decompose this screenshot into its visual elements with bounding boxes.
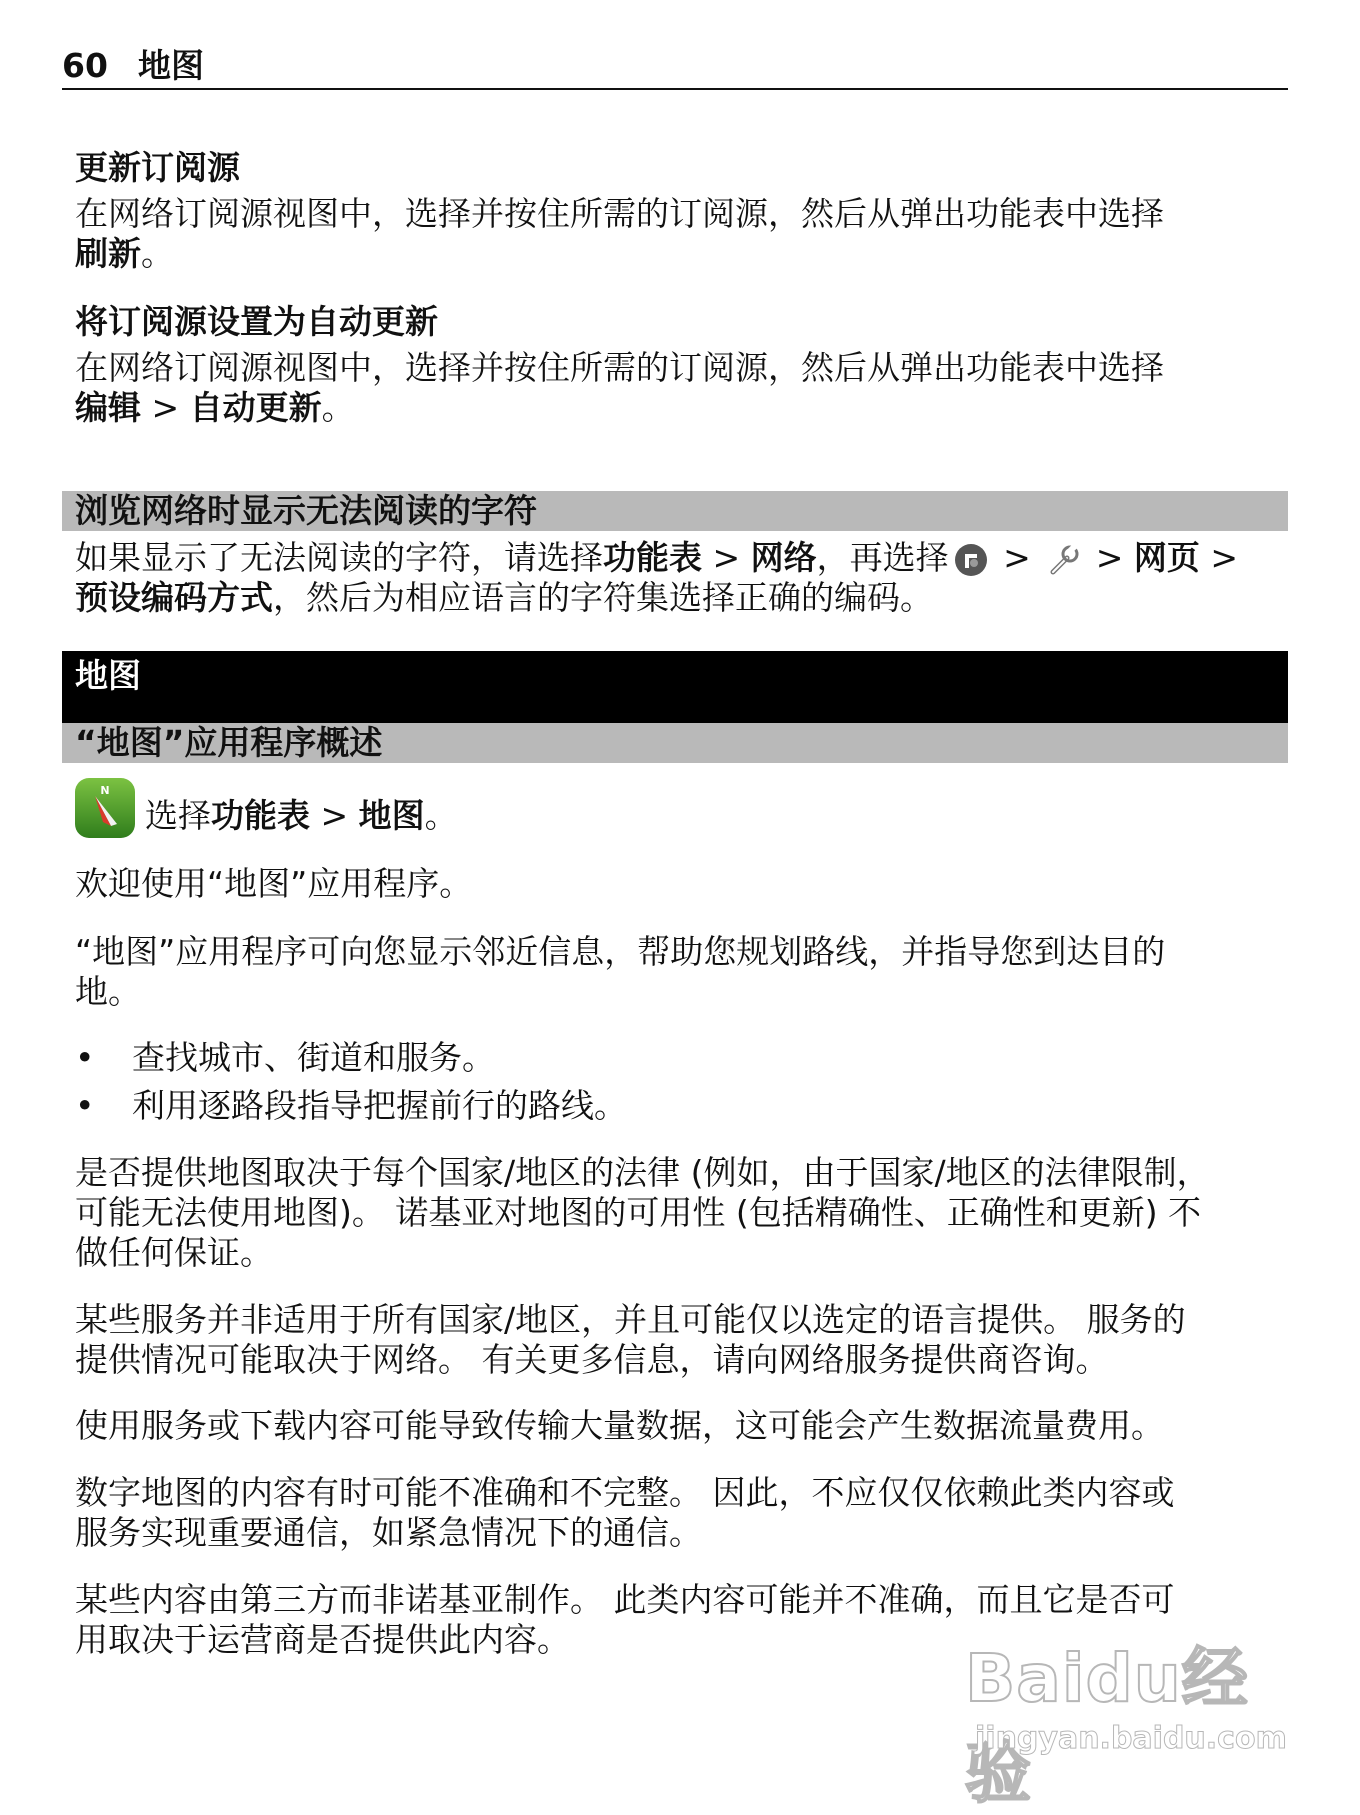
availability-paragraph — [75, 1153, 1285, 1273]
update-feed-line2 — [75, 234, 1285, 274]
watermark-logo-text: Baidu经验 — [965, 1640, 1249, 1812]
text-part: ，再选择 — [816, 538, 949, 577]
update-feed-line1: 在网络订阅源视图中，选择并按住所需的订阅源，然后从弹出功能表中选择 — [75, 194, 1164, 233]
period: 。 — [321, 388, 355, 427]
period: 。 — [424, 796, 458, 835]
welcome-text: 欢迎使用“地图”应用程序。 — [75, 864, 473, 903]
bullet-icon: • — [75, 1086, 95, 1125]
unreadable-chars-text — [75, 538, 1285, 618]
intro-line2: 地。 — [75, 972, 141, 1011]
paragraph-line: 做任何保证。 — [75, 1233, 273, 1272]
paragraph-line: 某些内容由第三方而非诺基亚制作。 此类内容可能并不准确，而且它是否可 — [75, 1580, 1175, 1619]
maps-overview-bar: “地图”应用程序概述 — [62, 723, 1288, 763]
paragraph-line: 使用服务或下载内容可能导致传输大量数据，这可能会产生数据流量费用。 — [75, 1406, 1164, 1445]
accuracy-paragraph — [75, 1473, 1285, 1553]
options-circle-icon — [953, 542, 989, 578]
page-number: 60 — [62, 46, 108, 85]
menu-separator: > — [702, 538, 751, 577]
period: 。 — [141, 234, 174, 273]
text-part: ，然后为相应语言的字符集选择正确的编码。 — [273, 578, 933, 617]
unreadable-line1 — [75, 538, 1285, 578]
bullet-icon: • — [75, 1038, 95, 1077]
select-maps-line — [145, 796, 1245, 836]
unreadable-chars-bar: 浏览网络时显示无法阅读的字符 — [62, 491, 1288, 531]
paragraph-line: 某些服务并非适用于所有国家/地区，并且可能仅以选定的语言提供。 服务的 — [75, 1300, 1186, 1339]
web-command: 网络 — [750, 538, 817, 577]
svg-text:N: N — [100, 784, 110, 797]
paragraph-line: 提供情况可能取决于网络。 有关更多信息，请向网络服务提供商咨询。 — [75, 1340, 1109, 1379]
paragraph-line: 服务实现重要通信，如紧急情况下的通信。 — [75, 1513, 702, 1552]
baidu-watermark — [965, 1625, 1295, 1812]
edit-command: 编辑 — [75, 388, 141, 427]
list-item-text: 利用逐路段指导把握前行的路线。 — [132, 1086, 627, 1125]
auto-update-command: 自动更新 — [189, 388, 322, 427]
auto-update-text — [75, 348, 1285, 428]
maps-compass-icon — [73, 776, 137, 840]
maps-intro — [75, 932, 1285, 1012]
page-header — [62, 44, 1288, 90]
menu-command: 功能表 — [211, 796, 310, 835]
paragraph-line: 数字地图的内容有时可能不准确和不完整。 因此，不应仅仅依赖此类内容或 — [75, 1473, 1175, 1512]
update-feed-text — [75, 194, 1285, 274]
data-cost-paragraph — [75, 1406, 1285, 1446]
intro-line1: “地图”应用程序可向您显示邻近信息，帮助您规划路线，并指导您到达目的 — [75, 932, 1166, 971]
paragraph-line: 可能无法使用地图)。 诺基亚对地图的可用性 (包括精确性、正确性和更新) 不 — [75, 1193, 1202, 1232]
menu-command: 功能表 — [603, 538, 702, 577]
update-feed-heading: 更新订阅源 — [75, 148, 240, 187]
list-item-text: 查找城市、街道和服务。 — [132, 1038, 495, 1077]
section-title: 地图 — [137, 46, 204, 85]
menu-separator: > — [992, 538, 1042, 577]
maps-command: 地图 — [358, 796, 425, 835]
maps-section-bar: 地图 — [62, 651, 1288, 727]
text-part: 如果显示了无法阅读的字符，请选择 — [75, 538, 603, 577]
menu-separator: > — [1085, 538, 1134, 577]
menu-separator: > — [1199, 538, 1249, 577]
menu-separator: > — [310, 796, 359, 835]
wrench-icon — [1045, 542, 1081, 578]
paragraph-line: 是否提供地图取决于每个国家/地区的法律 (例如，由于国家/地区的法律限制， — [75, 1153, 1210, 1192]
default-encoding-command: 预设编码方式 — [75, 578, 273, 617]
text-part: 选择 — [145, 796, 211, 835]
services-paragraph — [75, 1300, 1285, 1380]
menu-separator: > — [141, 388, 190, 427]
auto-update-line2 — [75, 388, 1285, 428]
paragraph-line: 用取决于运营商是否提供此内容。 — [75, 1620, 570, 1659]
auto-update-line1: 在网络订阅源视图中，选择并按住所需的订阅源，然后从弹出功能表中选择 — [75, 348, 1164, 387]
watermark-url: jingyan.baidu.com — [975, 1721, 1287, 1756]
auto-update-heading: 将订阅源设置为自动更新 — [75, 302, 438, 341]
refresh-command: 刷新 — [75, 234, 141, 273]
unreadable-line2 — [75, 578, 1285, 618]
webpage-command: 网页 — [1133, 538, 1200, 577]
